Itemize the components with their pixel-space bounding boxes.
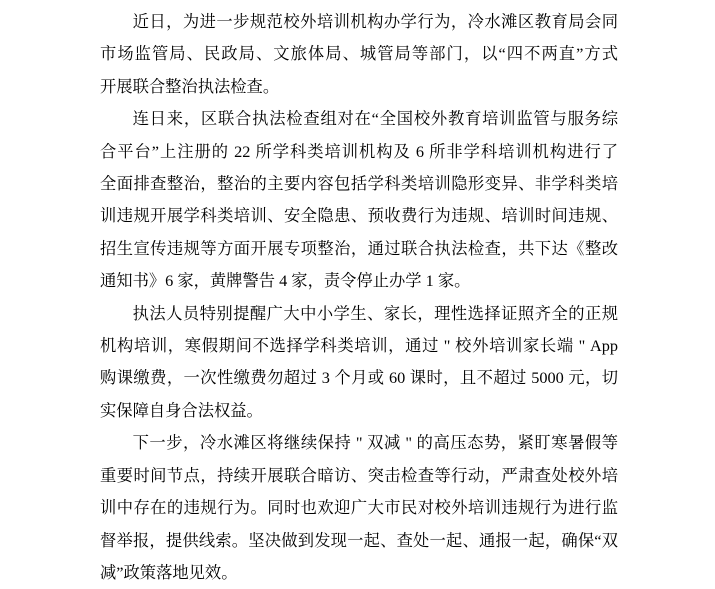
paragraph-2: [100, 103, 618, 297]
text-line: 近日，为进一步规范校外培训机构办学行为，冷水滩区教育局会同: [132, 12, 618, 31]
text-line: 开展联合整治执法检查。: [100, 76, 280, 96]
text-line: 通知书》6 家，黄牌警告 4 家，责令停止办学 1 家。: [100, 271, 471, 291]
paragraph-4: [100, 427, 618, 589]
text-line: 督举报，提供线索。坚决做到发现一起、查处一起、通报一起，确保“双: [100, 530, 618, 550]
text-line: 招生宣传违规等方面开展专项整治，通过联合执法检查，共下达《整改: [100, 238, 618, 258]
paragraph-1: [100, 6, 618, 103]
document-page: [100, 6, 618, 589]
paragraph-3: [100, 298, 618, 428]
text-line: 合平台”上注册的 22 所学科类培训机构及 6 所非学科培训机构进行了: [100, 141, 618, 161]
text-line: 减”政策落地见效。: [100, 562, 238, 582]
text-line: 训中存在的违规行为。同时也欢迎广大市民对校外培训违规行为进行监: [100, 498, 618, 518]
text-line: 机构培训，寒假期间不选择学科类培训，通过 " 校外培训家长端 " App: [100, 336, 618, 356]
text-line: 下一步，冷水滩区将继续保持 " 双减 " 的高压态势，紧盯寒暑假等: [132, 433, 618, 453]
text-line: 全面排查整治，整治的主要内容包括学科类培训隐形变异、非学科类培: [100, 174, 618, 194]
text-line: 执法人员特别提醒广大中小学生、家长，理性选择证照齐全的正规: [132, 303, 618, 323]
text-line: 重要时间节点，持续开展联合暗访、突击检查等行动，严肃查处校外培: [100, 465, 618, 485]
text-line: 市场监管局、民政局、文旅体局、城管局等部门，以“四不两直”方式: [100, 44, 618, 64]
text-line: 连日来，区联合执法检查组对在“全国校外教育培训监管与服务综: [132, 109, 618, 129]
text-line: 购课缴费，一次性缴费勿超过 3 个月或 60 课时，且不超过 5000 元，切: [100, 368, 618, 388]
text-line: 训违规开展学科类培训、安全隐患、预收费行为违规、培训时间违规、: [100, 206, 618, 226]
text-line: 实保障自身合法权益。: [100, 400, 263, 420]
